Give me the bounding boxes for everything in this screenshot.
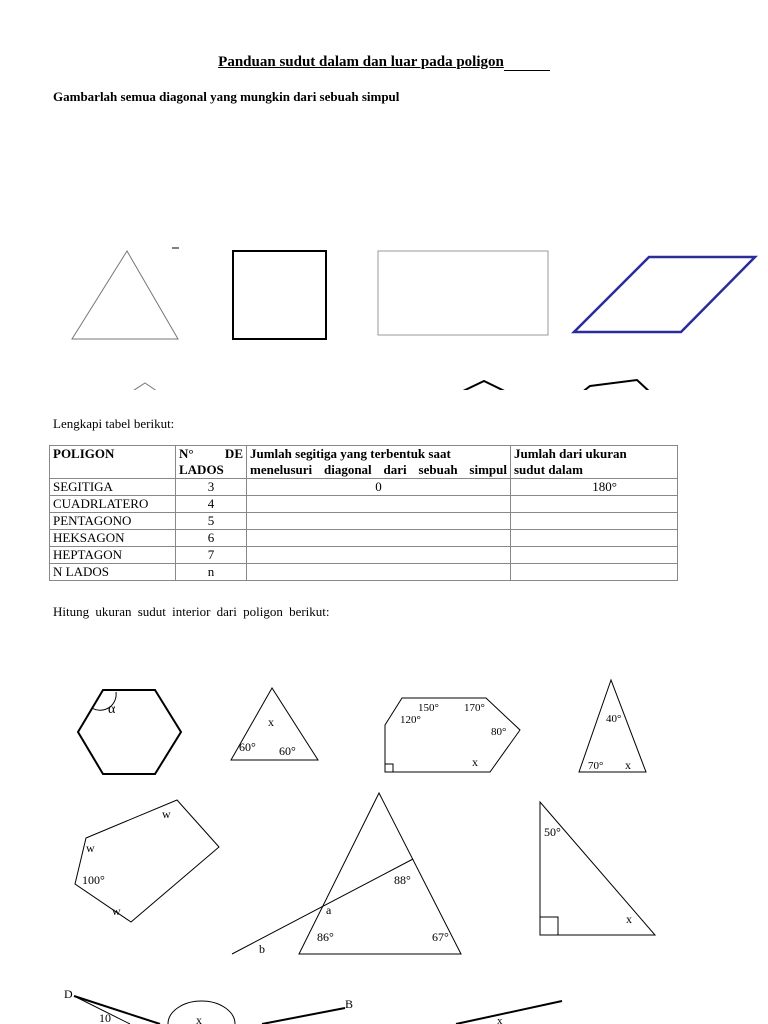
label-hex-150: 150° bbox=[418, 702, 439, 714]
cell-sum[interactable] bbox=[511, 547, 678, 564]
table-row bbox=[50, 513, 678, 530]
header-sides-line1: N° DE bbox=[179, 446, 243, 461]
label-bottom-x2: x bbox=[497, 1015, 503, 1024]
label-hex-x: x bbox=[472, 755, 478, 769]
label-big-86: 86° bbox=[317, 930, 334, 944]
right-angle-mark-2 bbox=[540, 917, 558, 935]
header-triangles-line1: Jumlah segitiga yang terbentuk saat bbox=[250, 446, 451, 461]
label-bottom-10: 10 bbox=[99, 1011, 111, 1024]
title-underline-blank bbox=[504, 56, 550, 71]
square-shape bbox=[233, 251, 326, 339]
cell-triangles[interactable] bbox=[247, 547, 511, 564]
header-polygon bbox=[50, 446, 176, 479]
table-row bbox=[50, 530, 678, 547]
label-quad-w3: w bbox=[112, 904, 121, 918]
label-tri-60a: 60° bbox=[239, 740, 256, 754]
cell-sides: 6 bbox=[176, 530, 247, 547]
parallelogram-shape bbox=[574, 257, 755, 332]
instruction-diagonals: Gambarlah semua diagonal yang mungkin dari sebuah simpul bbox=[53, 89, 400, 104]
table-row bbox=[50, 564, 678, 581]
label-quad-100: 100° bbox=[82, 873, 105, 887]
cell-sum[interactable] bbox=[511, 496, 678, 513]
cell-triangles[interactable]: 0 bbox=[247, 479, 511, 496]
header-sides bbox=[176, 446, 247, 479]
table-header-row bbox=[50, 446, 678, 479]
label-hex-170: 170° bbox=[464, 702, 485, 714]
cell-polygon: SEGITIGA bbox=[50, 479, 176, 496]
label-right-50: 50° bbox=[544, 825, 561, 839]
right-angle-mark bbox=[385, 764, 393, 772]
instruction-table: Lengkapi tabel berikut: bbox=[53, 416, 175, 431]
cell-sum[interactable] bbox=[511, 530, 678, 547]
cell-sides: n bbox=[176, 564, 247, 581]
label-hex-120: 120° bbox=[400, 714, 421, 726]
instruction-angles: Hitung ukuran sudut interior dari poligon berikut: bbox=[53, 604, 330, 619]
cell-sides: 7 bbox=[176, 547, 247, 564]
label-bottom-b: B bbox=[345, 997, 354, 1011]
label-hex-80: 80° bbox=[491, 726, 507, 738]
cell-sides: 5 bbox=[176, 513, 247, 530]
label-iso-x: x bbox=[625, 758, 631, 772]
table-row bbox=[50, 479, 678, 496]
label-bottom-x: x bbox=[196, 1013, 202, 1024]
header-sum-line2: sudut dalam bbox=[514, 462, 583, 477]
pentagon-shape bbox=[88, 383, 200, 390]
label-big-88: 88° bbox=[394, 873, 411, 887]
cell-triangles[interactable] bbox=[247, 530, 511, 547]
heptagon-shape bbox=[427, 381, 541, 390]
rectangle-shape bbox=[378, 251, 548, 335]
label-quad-w2: w bbox=[86, 841, 95, 855]
cell-polygon: PENTAGONO bbox=[50, 513, 176, 530]
header-sum-line1: Jumlah dari ukuran bbox=[514, 446, 627, 461]
label-right-x: x bbox=[626, 912, 632, 926]
label-big-67: 67° bbox=[432, 930, 449, 944]
bottom-line-1 bbox=[74, 996, 160, 1024]
cell-sum[interactable] bbox=[511, 564, 678, 581]
label-bottom-d: D bbox=[64, 987, 73, 1001]
triangle-shape bbox=[72, 251, 178, 339]
label-iso-70: 70° bbox=[588, 760, 604, 772]
cell-triangles[interactable] bbox=[247, 513, 511, 530]
label-tri-x: x bbox=[268, 715, 274, 729]
label-big-a: a bbox=[326, 903, 332, 917]
cell-sides: 3 bbox=[176, 479, 247, 496]
cell-triangles[interactable] bbox=[247, 496, 511, 513]
header-sides-line2: LADOS bbox=[179, 462, 224, 477]
label-alpha: α bbox=[108, 702, 116, 717]
polygon-table bbox=[49, 445, 678, 581]
page-title bbox=[0, 54, 768, 71]
label-big-b: b bbox=[259, 942, 265, 956]
title-text: Panduan sudut dalam dan luar pada poligon bbox=[218, 54, 504, 70]
header-polygon-text: POLIGON bbox=[53, 446, 115, 461]
cell-polygon: N LADOS bbox=[50, 564, 176, 581]
octagon-shape bbox=[553, 380, 668, 390]
header-triangles bbox=[247, 446, 511, 479]
cell-triangles[interactable] bbox=[247, 564, 511, 581]
angle-figures bbox=[0, 670, 768, 1024]
polygons-diagonal-exercise bbox=[0, 120, 768, 390]
label-iso-40: 40° bbox=[606, 713, 622, 725]
header-triangles-line2: menelusuri diagonal dari sebuah simpul bbox=[250, 462, 507, 477]
table-row bbox=[50, 547, 678, 564]
bottom-line-4 bbox=[456, 1001, 562, 1024]
table-row bbox=[50, 496, 678, 513]
cell-polygon: CUADRLATERO bbox=[50, 496, 176, 513]
cell-polygon: HEKSAGON bbox=[50, 530, 176, 547]
cell-sum[interactable]: 180° bbox=[511, 479, 678, 496]
bottom-line-3 bbox=[262, 1008, 345, 1024]
isosceles-triangle-figure bbox=[579, 680, 646, 772]
quadrilateral-figure bbox=[75, 800, 219, 922]
header-sum bbox=[511, 446, 678, 479]
right-triangle-figure bbox=[540, 802, 655, 935]
cell-polygon: HEPTAGON bbox=[50, 547, 176, 564]
cell-sum[interactable] bbox=[511, 513, 678, 530]
cell-sides: 4 bbox=[176, 496, 247, 513]
label-quad-w1: w bbox=[162, 807, 171, 821]
label-tri-60b: 60° bbox=[279, 744, 296, 758]
regular-hexagon-figure bbox=[78, 690, 181, 774]
